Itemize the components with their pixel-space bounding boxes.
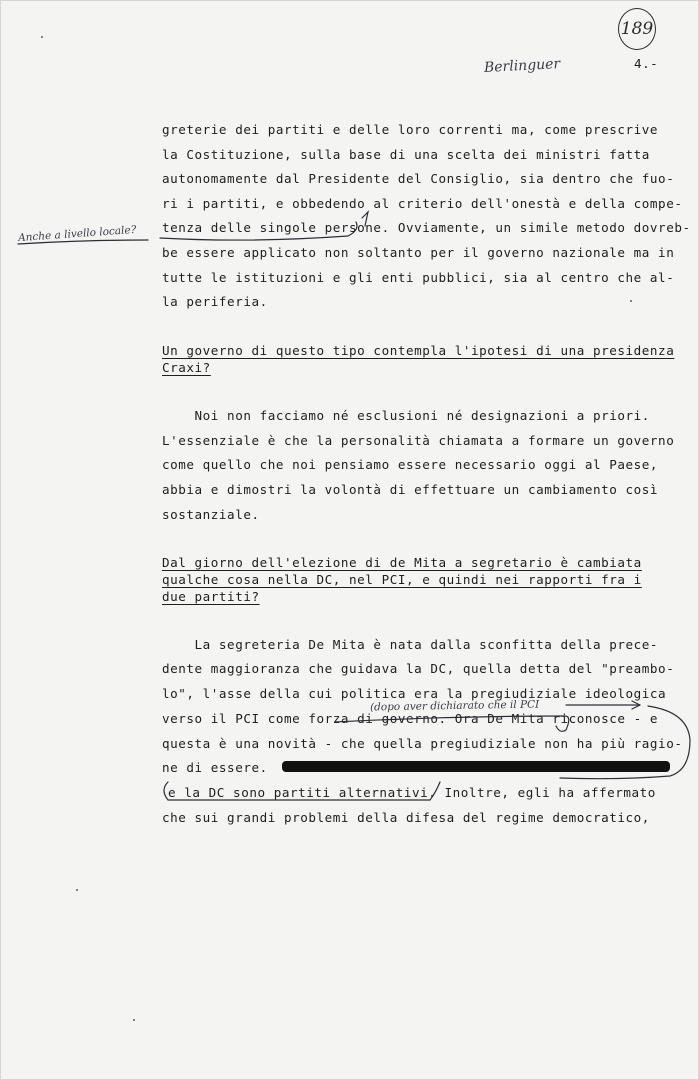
answer-2-line: che sui grandi problemi della difesa del regime democratico, <box>162 810 650 825</box>
paragraph-1-line: tutte le istituzioni e gli enti pubblici, sia al centro che al- <box>162 270 675 285</box>
paragraph-1-line: ri i partiti, e obbedendo al criterio dell'onestà e della compe- <box>162 196 683 211</box>
paragraph-1-line: be essere applicato non soltanto per il governo nazionale ma in <box>162 245 675 260</box>
margin-note: Anche a livello locale? <box>17 223 137 245</box>
answer-2-line: questa è una novità - che quella pregiudiziale non ha più ragio- <box>162 736 683 751</box>
answer-2-line: dente maggioranza che guidava la DC, quella detta del "preambo- <box>162 661 675 676</box>
answer-1-line: come quello che noi pensiamo essere necessario oggi al Paese, <box>162 457 659 472</box>
speck-mark <box>630 300 632 302</box>
answer-2-line: La segreteria De Mita è nata dalla sconfitta della prece- <box>162 637 659 652</box>
speck-mark <box>133 1019 135 1021</box>
question-1-line: Un governo di questo tipo contempla l'ipotesi di una presidenza <box>162 343 675 358</box>
insertion-bracket <box>335 716 569 731</box>
phrase-loop <box>160 222 357 240</box>
paragraph-1-line: greterie dei partiti e delle loro correnti ma, come prescrive <box>162 122 659 137</box>
paragraph-1-line: la Costituzione, sulla base di una scelta dei ministri fatta <box>162 147 650 162</box>
insertion-note: (dopo aver dichiarato che il PCI <box>369 698 540 714</box>
speck-mark <box>41 36 43 38</box>
page-number: 4.- <box>634 56 659 71</box>
bottom-loop <box>164 782 440 800</box>
insertion-caret <box>362 212 368 226</box>
answer-1-line: L'essenziale è che la personalità chiamata a formare un governo <box>162 433 675 448</box>
question-2-line: due partiti? <box>162 589 260 604</box>
question-2-line: qualche cosa nella DC, nel PCI, e quindi nei rapporti fra i <box>162 572 642 587</box>
question-1-line: Craxi? <box>162 360 211 375</box>
handwritten-name: Berlinguer <box>483 56 561 76</box>
paragraph-1-line: tenza delle singole persone. Ovviamente, un simile metodo dovreb- <box>162 220 691 235</box>
answer-1-line: abbia e dimostri la volontà di effettuare un cambiamento così <box>162 482 659 497</box>
paragraph-1-line: autonomamente dal Presidente del Consiglio, sia dentro che fuo- <box>162 171 675 186</box>
answer-2-line: verso il PCI come forza di governo. Ora De Mita riconosce - e <box>162 711 659 726</box>
paragraph-1-line: la periferia. <box>162 294 268 309</box>
question-2-line: Dal giorno dell'elezione di de Mita a segretario è cambiata <box>162 555 642 570</box>
answer-1-line: sostanziale. <box>162 507 260 522</box>
answer-1-line: Noi non facciamo né esclusioni né designazioni a priori. <box>162 408 650 423</box>
answer-2-line: e la DC sono partiti alternativi. Inoltre, egli ha affermato <box>168 785 656 800</box>
right-bracket-curve <box>560 706 690 779</box>
speck-mark <box>76 889 78 891</box>
margin-note-underline <box>18 240 148 244</box>
archive-number: 189 <box>620 19 654 39</box>
answer-2-line: lo", l'asse della cui politica era la pregiudiziale ideologica <box>162 686 667 701</box>
answer-2-line: ne di essere. <box>162 760 268 775</box>
